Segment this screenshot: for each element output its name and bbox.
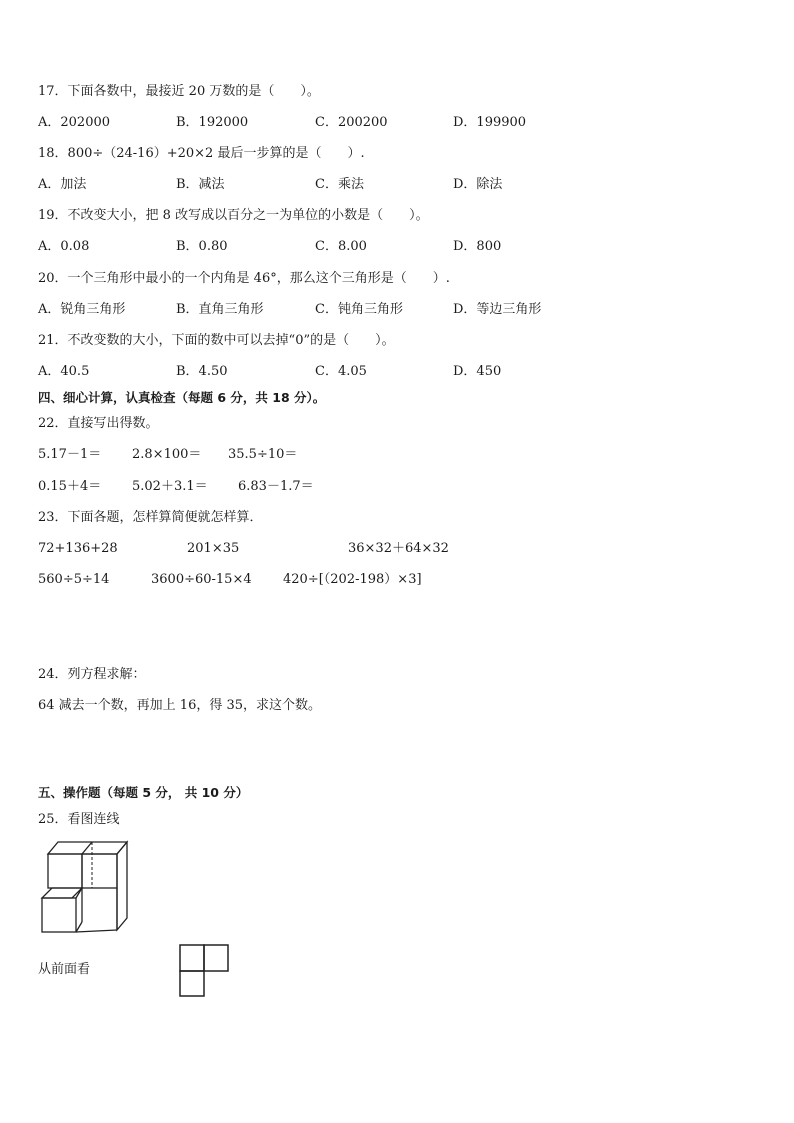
question-19-stem: 19．不改变大小，把 8 改写成以百分之一为单位的小数是（ ）。 — [38, 208, 429, 223]
calc-item: 0.15＋4＝ — [38, 479, 102, 494]
question-20-option-d[interactable]: D．等边三角形 — [453, 302, 542, 317]
cube-stack-figure — [38, 838, 138, 938]
question-17-stem: 17．下面各数中，最接近 20 万数的是（ ）。 — [38, 84, 320, 99]
question-18-option-a[interactable]: A．加法 — [38, 177, 87, 192]
calc-item: 35.5÷10＝ — [228, 447, 298, 462]
question-18-option-c[interactable]: C．乘法 — [315, 177, 364, 192]
question-21-option-d[interactable]: D．450 — [453, 364, 502, 379]
question-19-option-d[interactable]: D．800 — [453, 239, 502, 254]
calc-item: 2.8×100＝ — [132, 447, 202, 462]
question-18-option-d[interactable]: D．除法 — [453, 177, 503, 192]
section-5-heading: 五、操作题（每题 5 分， 共 10 分） — [38, 785, 249, 800]
question-21-stem: 21．不改变数的大小，下面的数中可以去掉“0”的是（ ）。 — [38, 333, 395, 348]
calc-item: 3600÷60-15×4 — [151, 572, 252, 587]
question-20-option-c[interactable]: C．钝角三角形 — [315, 302, 403, 317]
calc-item: 5.17－1＝ — [38, 447, 102, 462]
calc-item: 36×32＋64×32 — [348, 541, 449, 556]
calc-item: 560÷5÷14 — [38, 572, 110, 587]
question-20-option-a[interactable]: A．锐角三角形 — [38, 302, 126, 317]
calc-item: 420÷[（202-198）×3] — [283, 572, 422, 587]
calc-item: 72+136+28 — [38, 541, 118, 556]
question-19-option-a[interactable]: A．0.08 — [38, 239, 90, 254]
question-19-option-c[interactable]: C．8.00 — [315, 239, 367, 254]
calc-item: 6.83－1.7＝ — [238, 479, 314, 494]
question-23-stem: 23．下面各题，怎样算简便就怎样算． — [38, 510, 263, 525]
question-18-option-b[interactable]: B．减法 — [176, 177, 225, 192]
question-17-option-a[interactable]: A．202000 — [38, 115, 111, 130]
front-view-figure — [178, 943, 230, 999]
question-24-stem: 24．列方程求解： — [38, 667, 146, 682]
front-view-label: 从前面看 — [38, 962, 91, 977]
question-18-stem: 18．800÷（24-16）+20×2 最后一步算的是（ ）. — [38, 146, 365, 161]
question-21-option-b[interactable]: B．4.50 — [176, 364, 228, 379]
calc-item: 5.02＋3.1＝ — [132, 479, 208, 494]
question-20-option-b[interactable]: B．直角三角形 — [176, 302, 264, 317]
question-20-stem: 20．一个三角形中最小的一个内角是 46°，那么这个三角形是（ ）. — [38, 271, 450, 286]
question-17-option-b[interactable]: B．192000 — [176, 115, 249, 130]
question-17-option-d[interactable]: D．199900 — [453, 115, 527, 130]
question-19-option-b[interactable]: B．0.80 — [176, 239, 228, 254]
question-21-option-c[interactable]: C．4.05 — [315, 364, 367, 379]
question-22-stem: 22．直接写出得数。 — [38, 416, 159, 431]
question-24-text: 64 减去一个数，再加上 16，得 35，求这个数。 — [38, 698, 322, 713]
calc-item: 201×35 — [187, 541, 240, 556]
question-17-option-c[interactable]: C．200200 — [315, 115, 388, 130]
question-21-option-a[interactable]: A．40.5 — [38, 364, 90, 379]
question-25-stem: 25．看图连线 — [38, 812, 120, 827]
section-4-heading: 四、细心计算，认真检查（每题 6 分，共 18 分）。 — [38, 390, 326, 405]
